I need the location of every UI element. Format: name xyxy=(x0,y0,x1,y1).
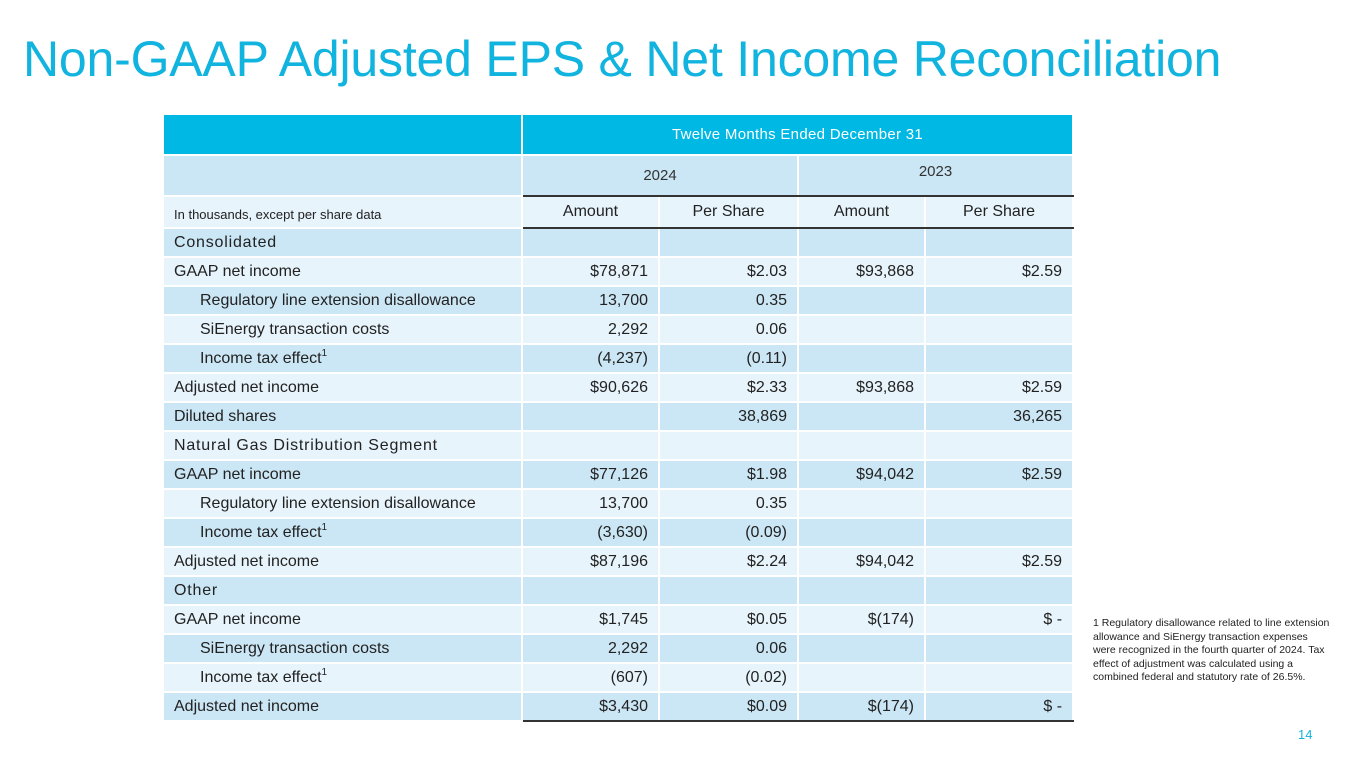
cell-per-share-2024: (0.09) xyxy=(659,518,798,547)
row-label-text: GAAP net income xyxy=(174,465,301,483)
cell-amount-2024 xyxy=(522,402,659,431)
column-header-amount-2023: Amount xyxy=(798,196,925,228)
year-header-row xyxy=(163,155,1073,196)
footnote-marker: 1 xyxy=(321,666,328,678)
cell-per-share-2023: $ - xyxy=(925,692,1073,721)
cell-amount-2024: 2,292 xyxy=(522,634,659,663)
cell-per-share-2023 xyxy=(925,228,1073,257)
row-label xyxy=(163,518,522,547)
table-body xyxy=(163,228,1073,721)
cell-per-share-2023: $ - xyxy=(925,605,1073,634)
cell-per-share-2024: 38,869 xyxy=(659,402,798,431)
row-label-text: SiEnergy transaction costs xyxy=(200,320,390,338)
table-row xyxy=(163,547,1073,576)
cell-per-share-2023 xyxy=(925,315,1073,344)
cell-amount-2023 xyxy=(798,315,925,344)
unit-note: In thousands, except per share data xyxy=(163,196,522,228)
cell-per-share-2024: 0.35 xyxy=(659,489,798,518)
cell-per-share-2023 xyxy=(925,663,1073,692)
column-header-row xyxy=(163,196,1073,228)
cell-amount-2024: (3,630) xyxy=(522,518,659,547)
table-row xyxy=(163,692,1073,721)
table-row xyxy=(163,402,1073,431)
table-row xyxy=(163,373,1073,402)
row-label-text: Natural Gas Distribution Segment xyxy=(174,436,438,454)
row-label xyxy=(163,576,522,605)
cell-per-share-2023: $2.59 xyxy=(925,547,1073,576)
section-row xyxy=(163,576,1073,605)
footnote-marker: 1 xyxy=(321,347,328,359)
column-header-amount-2024: Amount xyxy=(522,196,659,228)
section-row xyxy=(163,431,1073,460)
cell-amount-2023: $(174) xyxy=(798,692,925,721)
cell-amount-2023: $93,868 xyxy=(798,257,925,286)
cell-amount-2023 xyxy=(798,489,925,518)
row-label-text: Other xyxy=(174,581,219,599)
cell-amount-2024: (607) xyxy=(522,663,659,692)
row-label-text: Regulatory line extension disallowance xyxy=(200,494,476,512)
cell-amount-2024: $3,430 xyxy=(522,692,659,721)
page-number: 14 xyxy=(1298,727,1313,742)
cell-per-share-2023: 36,265 xyxy=(925,402,1073,431)
cell-amount-2024: $78,871 xyxy=(522,257,659,286)
column-header-per-share-2024: Per Share xyxy=(659,196,798,228)
cell-amount-2023 xyxy=(798,286,925,315)
cell-per-share-2024: 0.06 xyxy=(659,315,798,344)
cell-per-share-2023 xyxy=(925,286,1073,315)
cell-amount-2024: 13,700 xyxy=(522,286,659,315)
cell-amount-2024: (4,237) xyxy=(522,344,659,373)
row-label xyxy=(163,431,522,460)
table-row xyxy=(163,518,1073,547)
cell-per-share-2024 xyxy=(659,431,798,460)
row-label xyxy=(163,605,522,634)
cell-amount-2023 xyxy=(798,518,925,547)
cell-per-share-2023: $2.59 xyxy=(925,257,1073,286)
cell-amount-2024: $87,196 xyxy=(522,547,659,576)
section-row xyxy=(163,228,1073,257)
row-label-text: Consolidated xyxy=(174,233,277,251)
year-header-blank-cell xyxy=(163,155,522,196)
row-label-text: Income tax effect xyxy=(200,349,322,367)
row-label xyxy=(163,634,522,663)
table-row xyxy=(163,257,1073,286)
page-title: Non-GAAP Adjusted EPS & Net Income Reconciliation xyxy=(23,31,1222,87)
cell-amount-2024 xyxy=(522,431,659,460)
year-2023-header: 2023 xyxy=(798,155,1073,196)
cell-per-share-2024 xyxy=(659,228,798,257)
cell-amount-2023: $94,042 xyxy=(798,547,925,576)
cell-amount-2023 xyxy=(798,634,925,663)
cell-amount-2023: $93,868 xyxy=(798,373,925,402)
table-row xyxy=(163,315,1073,344)
reconciliation-table xyxy=(162,113,1074,722)
cell-per-share-2024: $2.24 xyxy=(659,547,798,576)
cell-per-share-2024: $0.09 xyxy=(659,692,798,721)
row-label xyxy=(163,315,522,344)
cell-amount-2024: 13,700 xyxy=(522,489,659,518)
cell-per-share-2024: $0.05 xyxy=(659,605,798,634)
cell-amount-2023 xyxy=(798,344,925,373)
row-label-text: Income tax effect xyxy=(200,668,322,686)
cell-per-share-2023 xyxy=(925,344,1073,373)
row-label-text: Adjusted net income xyxy=(174,697,319,715)
table-row xyxy=(163,344,1073,373)
cell-per-share-2023: $2.59 xyxy=(925,373,1073,402)
row-label xyxy=(163,257,522,286)
cell-per-share-2023: $2.59 xyxy=(925,460,1073,489)
table-row xyxy=(163,634,1073,663)
cell-amount-2023 xyxy=(798,663,925,692)
cell-per-share-2024: (0.11) xyxy=(659,344,798,373)
row-label xyxy=(163,344,522,373)
cell-amount-2024: $90,626 xyxy=(522,373,659,402)
row-label-text: Adjusted net income xyxy=(174,552,319,570)
cell-amount-2023 xyxy=(798,431,925,460)
row-label xyxy=(163,547,522,576)
table-row xyxy=(163,489,1073,518)
footnote: 1 Regulatory disallowance related to line extension allowance and SiEnergy transaction expenses were recognized in the fourth quarter of 2024. Tax effect of adjustment was calculated using a combined federal and statutory rate of 26.5%. xyxy=(1093,617,1330,683)
row-label xyxy=(163,402,522,431)
row-label-text: Regulatory line extension disallowance xyxy=(200,291,476,309)
cell-amount-2024: $1,745 xyxy=(522,605,659,634)
cell-per-share-2024: (0.02) xyxy=(659,663,798,692)
year-2024-header: 2024 xyxy=(522,155,798,196)
column-header-per-share-2023: Per Share xyxy=(925,196,1073,228)
row-label xyxy=(163,373,522,402)
table-row xyxy=(163,286,1073,315)
cell-per-share-2023 xyxy=(925,576,1073,605)
cell-per-share-2024: $2.03 xyxy=(659,257,798,286)
cell-amount-2023: $(174) xyxy=(798,605,925,634)
cell-per-share-2024 xyxy=(659,576,798,605)
row-label xyxy=(163,663,522,692)
period-header-row xyxy=(163,114,1073,155)
table-row xyxy=(163,460,1073,489)
cell-per-share-2024: $1.98 xyxy=(659,460,798,489)
cell-amount-2023 xyxy=(798,228,925,257)
cell-per-share-2023 xyxy=(925,489,1073,518)
row-label xyxy=(163,692,522,721)
row-label-text: SiEnergy transaction costs xyxy=(200,639,390,657)
row-label xyxy=(163,228,522,257)
cell-amount-2023 xyxy=(798,576,925,605)
cell-amount-2024 xyxy=(522,228,659,257)
cell-amount-2024: $77,126 xyxy=(522,460,659,489)
row-label-text: GAAP net income xyxy=(174,262,301,280)
row-label-text: Income tax effect xyxy=(200,523,322,541)
footnote-marker: 1 xyxy=(321,521,328,533)
cell-amount-2024 xyxy=(522,576,659,605)
cell-per-share-2023 xyxy=(925,518,1073,547)
cell-amount-2023: $94,042 xyxy=(798,460,925,489)
row-label-text: GAAP net income xyxy=(174,610,301,628)
cell-per-share-2024: 0.06 xyxy=(659,634,798,663)
cell-amount-2023 xyxy=(798,402,925,431)
row-label xyxy=(163,460,522,489)
cell-per-share-2023 xyxy=(925,431,1073,460)
table-row xyxy=(163,663,1073,692)
cell-amount-2024: 2,292 xyxy=(522,315,659,344)
cell-per-share-2024: $2.33 xyxy=(659,373,798,402)
cell-per-share-2023 xyxy=(925,634,1073,663)
header-blank-cell xyxy=(163,114,522,155)
cell-per-share-2024: 0.35 xyxy=(659,286,798,315)
row-label xyxy=(163,286,522,315)
table-row xyxy=(163,605,1073,634)
period-header: Twelve Months Ended December 31 xyxy=(522,114,1073,155)
row-label xyxy=(163,489,522,518)
row-label-text: Adjusted net income xyxy=(174,378,319,396)
row-label-text: Diluted shares xyxy=(174,407,277,425)
